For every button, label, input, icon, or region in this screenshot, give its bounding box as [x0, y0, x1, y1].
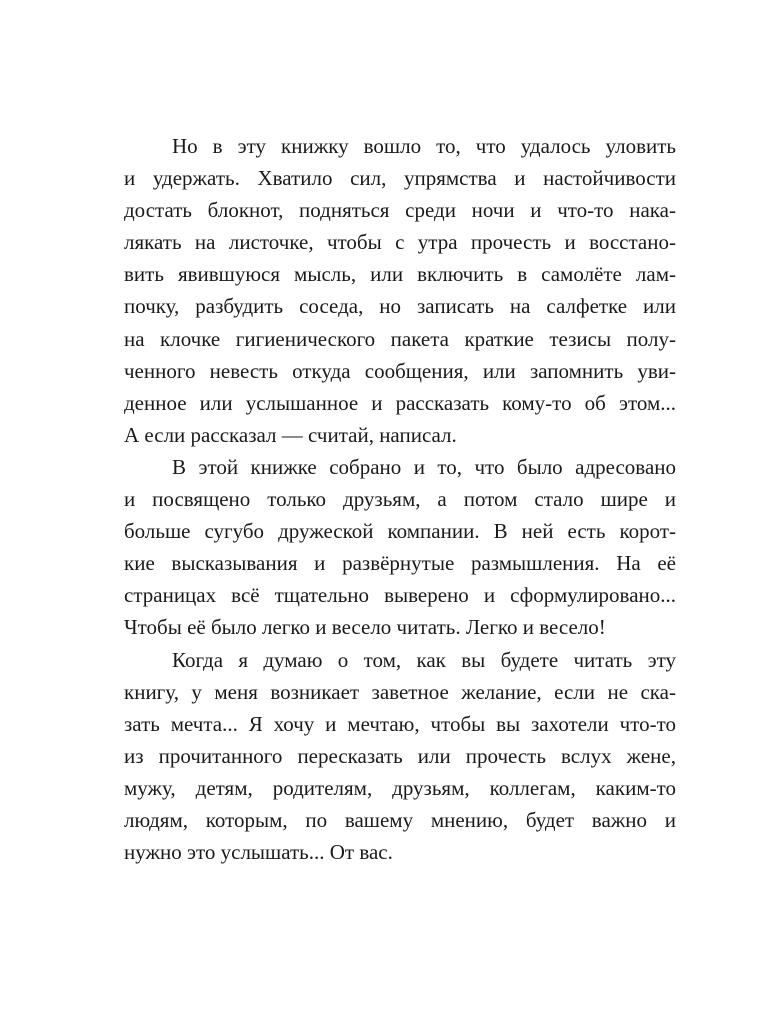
body-text: [124, 130, 676, 868]
text-line: Когда я думаю о том, как вы будете читать эту: [172, 647, 676, 672]
text-line: из прочитанного пересказать или прочесть вслух жене,: [124, 743, 676, 768]
text-line: кие высказывания и развёрнутые размышления. На её: [124, 551, 676, 576]
text-line: книгу, у меня возникает заветное желание, если не ска-: [124, 679, 676, 704]
text-line: Но в эту книжку вошло то, что удалось уловить: [172, 134, 676, 158]
text-line: А если рассказал — считай, написал.: [124, 422, 457, 447]
text-line: достать блокнот, подняться среди ночи и что-то нака-: [124, 198, 676, 223]
text-line: страницах всё тщательно выверено и сформулировано...: [124, 583, 676, 608]
text-line: Чтобы её было легко и весело читать. Легко и весело!: [124, 615, 606, 640]
text-line: мужу, детям, родителям, друзьям, коллегам, каким-то: [124, 775, 676, 800]
text-line: больше сугубо дружеской компании. В ней есть корот-: [124, 519, 676, 544]
text-line: ченного невесть откуда сообщения, или запомнить уви-: [124, 358, 676, 383]
text-line: и посвящено только друзьям, а потом стало шире и: [124, 487, 676, 512]
text-line: людям, которым, по вашему мнению, будет важно и: [124, 807, 676, 832]
text-line: В этой книжке собрано и то, что было адресовано: [172, 454, 676, 479]
text-line: почку, разбудить соседа, но записать на салфетке или: [124, 294, 676, 319]
text-line: денное или услышанное и рассказать кому-то об этом...: [124, 390, 676, 415]
text-line: зать мечта... Я хочу и мечтаю, чтобы вы захотели что-то: [124, 711, 676, 736]
text-line: и удержать. Хватило сил, упрямства и настойчивости: [124, 166, 676, 191]
text-line: нужно это услышать... От вас.: [124, 840, 393, 865]
text-line: на клочке гигиенического пакета краткие тезисы полу-: [124, 326, 676, 351]
text-line: вить явившуюся мысль, или включить в самолёте лам-: [124, 262, 676, 287]
text-line: лякать на листочке, чтобы с утра прочесть и восстано-: [124, 230, 676, 255]
